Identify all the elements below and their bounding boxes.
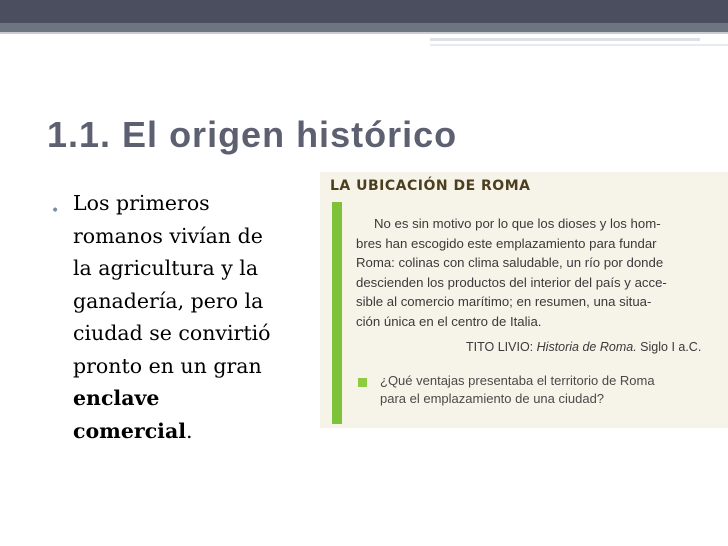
bullet-line: Los primeros xyxy=(73,191,210,215)
question-line: para el emplazamiento de una ciudad? xyxy=(380,391,605,406)
bullet-bold-term: enclave xyxy=(73,386,160,410)
source-date: Siglo I a.C. xyxy=(640,340,702,354)
decorative-line xyxy=(430,38,700,41)
quote-line: Roma: colinas con clima saludable, un río por donde xyxy=(356,255,664,270)
bullet-marker: • xyxy=(51,203,60,219)
excerpt-source xyxy=(466,340,701,354)
decorative-line xyxy=(0,32,728,34)
question-line: ¿Qué ventajas presentaba el territorio de Roma xyxy=(380,373,655,388)
excerpt-question xyxy=(380,372,720,408)
bullet-line: romanos vivían de xyxy=(73,223,263,248)
bullet-line: pronto en un gran xyxy=(73,353,262,378)
bullet-item xyxy=(73,187,313,447)
textbook-excerpt-image xyxy=(320,172,728,428)
quote-line: No es sin motivo por lo que los dioses y los hom- xyxy=(374,216,661,231)
decorative-line xyxy=(430,44,728,46)
quote-line: bres han escogido este emplazamiento para fundar xyxy=(356,235,657,251)
question-marker-icon xyxy=(358,378,367,387)
excerpt-quote xyxy=(356,214,716,331)
quote-line: descienden los productos del interior del país y acce- xyxy=(356,274,667,290)
source-author: TITO LIVIO: xyxy=(466,340,534,354)
quote-line: sible al comercio marítimo; en resumen, una situa- xyxy=(356,294,652,309)
bullet-bold-term: comercial xyxy=(73,418,187,443)
bullet-line: ganadería, pero la xyxy=(73,288,264,313)
bullet-line: ciudad se convirtió xyxy=(73,321,271,345)
bullet-period: . xyxy=(186,418,193,443)
top-decorative-band-secondary xyxy=(0,23,728,32)
excerpt-heading: LA UBICACIÓN DE ROMA xyxy=(330,178,531,194)
bullet-line: la agricultura y la xyxy=(73,256,259,280)
slide-title: 1.1. El origen histórico xyxy=(47,114,458,155)
top-decorative-band xyxy=(0,0,728,23)
source-work: Historia de Roma. xyxy=(536,340,637,354)
excerpt-accent-bar xyxy=(332,202,342,424)
quote-line: ción única en el centro de Italia. xyxy=(356,313,542,329)
